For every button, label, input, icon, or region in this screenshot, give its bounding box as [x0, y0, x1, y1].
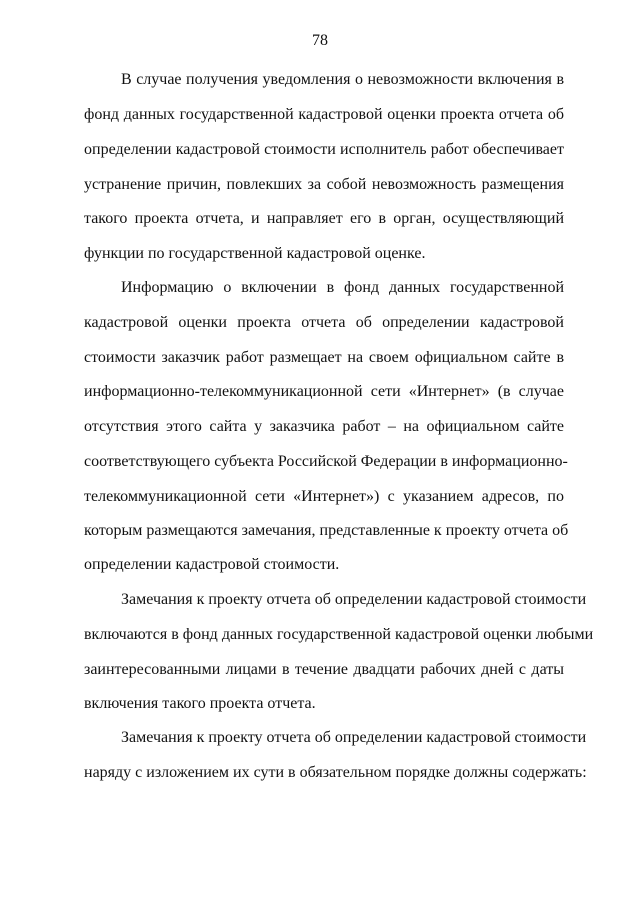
paragraph-1-line-2: фонд данных государственной кадастровой оценки проекта отчета об	[84, 106, 564, 123]
paragraph-3-line-1: Замечания к проекту отчета об определении кадастровой стоимости	[121, 591, 587, 608]
paragraph-4-line-2: наряду с изложением их сути в обязательном порядке должны содержать:	[84, 764, 587, 781]
paragraph-1-line-1: В случае получения уведомления о невозможности включения в	[121, 71, 564, 88]
paragraph-3-line-2: включаются в фонд данных государственной кадастровой оценки любыми	[84, 626, 594, 643]
paragraph-3-line-4: включения такого проекта отчета.	[84, 695, 316, 712]
page-number: 78	[312, 32, 328, 49]
paragraph-2-line-4: информационно-телекоммуникационной сети «Интернет» (в случае	[84, 383, 564, 400]
paragraph-2-line-6: соответствующего субъекта Российской Федерации в информационно-	[84, 453, 568, 470]
paragraph-1-line-5: такого проекта отчета, и направляет его в орган, осуществляющий	[84, 210, 564, 227]
paragraph-1-line-3: определении кадастровой стоимости исполнитель работ обеспечивает	[84, 141, 564, 158]
paragraph-2-line-5: отсутствия этого сайта у заказчика работ – на официальном сайте	[84, 418, 564, 435]
paragraph-1-line-4: устранение причин, повлекших за собой невозможность размещения	[84, 176, 564, 193]
paragraph-2-line-3: стоимости заказчик работ размещает на своем официальном сайте в	[84, 349, 564, 366]
paragraph-2-line-1: Информацию о включении в фонд данных государственной	[121, 279, 564, 296]
paragraph-2-line-8: которым размещаются замечания, представленные к проекту отчета об	[84, 522, 569, 539]
paragraph-2-line-9: определении кадастровой стоимости.	[84, 556, 340, 573]
paragraph-2-line-2: кадастровой оценки проекта отчета об определении кадастровой	[84, 314, 564, 331]
paragraph-2-line-7: телекоммуникационной сети «Интернет») с указанием адресов, по	[84, 488, 564, 505]
paragraph-4-line-1: Замечания к проекту отчета об определении кадастровой стоимости	[121, 729, 587, 746]
paragraph-3-line-3: заинтересованными лицами в течение двадцати рабочих дней с даты	[84, 661, 564, 678]
paragraph-1-line-6: функции по государственной кадастровой оценке.	[84, 245, 426, 262]
